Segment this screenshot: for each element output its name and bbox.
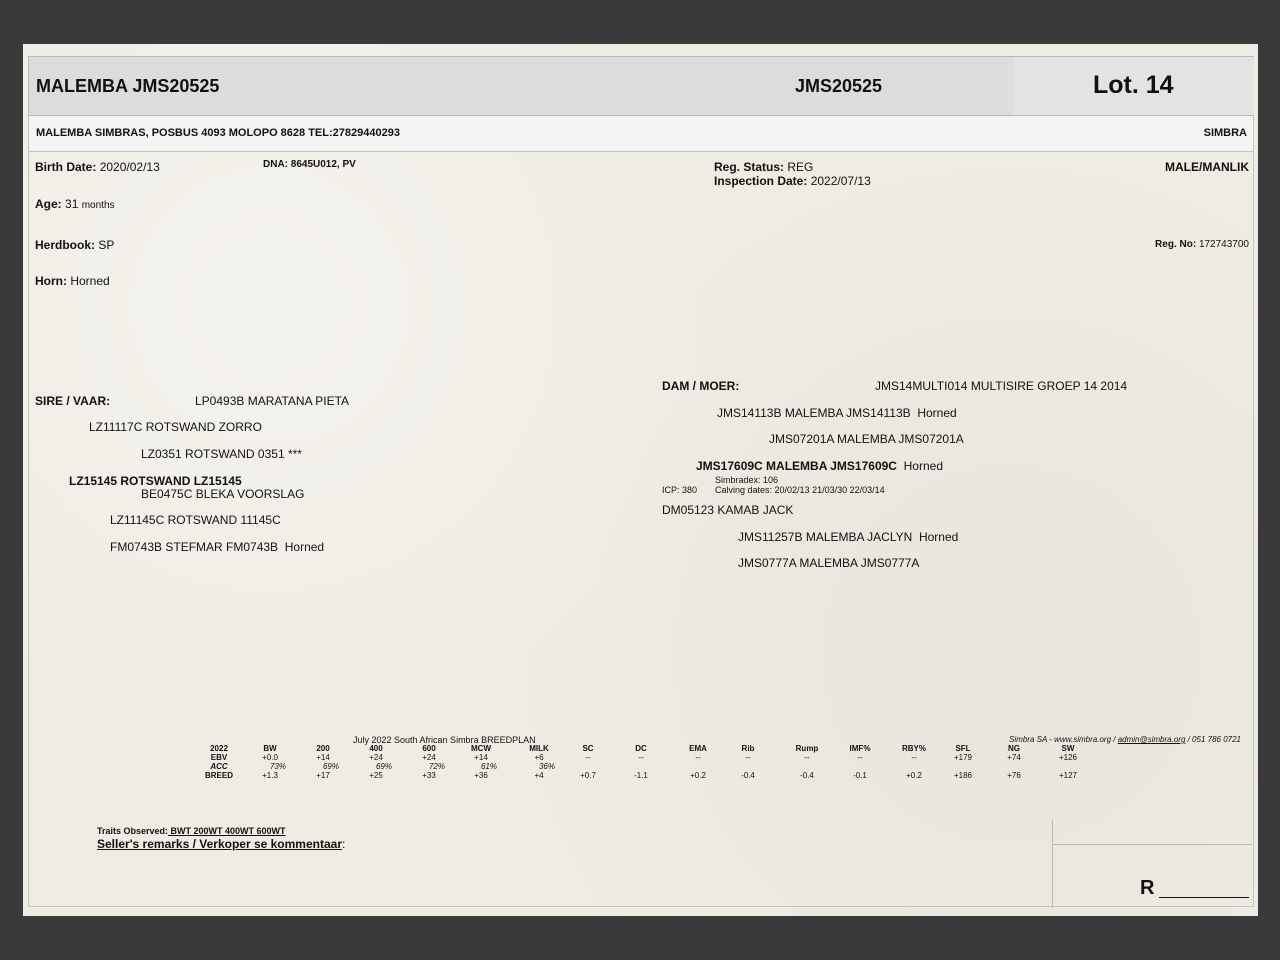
ebv-header-cell: BW [263,744,277,753]
sire-dam-dam [110,540,324,554]
ebv-value-cell: +126 [1058,753,1078,762]
breed-value-cell: +33 [422,771,436,780]
breed-value-cell: BREED [204,771,233,780]
horn [35,274,110,288]
reg-status [714,160,813,174]
ebv-header-cell: NG [1008,744,1020,753]
ebv-acc-cell: 69% [322,762,339,771]
sire-main: LZ15145 ROTSWAND LZ15145 [69,474,242,488]
breed-value-cell: -0.4 [800,771,814,780]
ebv-header-cell: Rump [795,744,819,753]
reg-status-value: REG [787,160,814,174]
ebv-acc-cell: 36% [538,762,555,771]
birth-date-label: Birth Date: [35,160,97,174]
ebv-acc-cell: 73% [269,762,286,771]
sire-sire-dam: BE0475C BLEKA VOORSLAG [141,487,305,501]
breed-value-cell: +17 [316,771,330,780]
ebv-header-cell: MCW [471,744,491,753]
sire-dam: LZ11145C ROTSWAND 11145C [110,513,281,527]
ebv-acc-cell: 69% [375,762,392,771]
ebv-header-cell: SC [582,744,594,753]
herdbook-value: SP [98,238,115,252]
owner-bar [28,116,1254,152]
dam-main-horn: Horned [903,459,943,473]
breed-value-cell: +1.3 [262,771,278,780]
reg-no [1155,239,1249,250]
horn-value: Horned [70,274,110,288]
birth-date-value: 2020/02/13 [99,160,160,174]
ebv-value-cell: +179 [953,753,973,762]
ebv-value-cell: +14 [316,753,330,762]
breed-value-cell: +127 [1058,771,1078,780]
lot-card [23,44,1258,916]
traits-value: BWT 200WT 400WT 600WT [168,826,286,836]
simbradex: Simbradex: 106 [715,475,779,485]
age [35,197,115,211]
dam-dam-name: JMS11257B MALEMBA JACLYN [738,530,913,544]
ebv-acc-cell: ACC [210,762,228,771]
reg-no-label: Reg. No: [1155,239,1197,250]
ebv-value-cell: EBV [210,753,228,762]
dam-dam-dam: JMS0777A MALEMBA JMS0777A [738,556,920,570]
traits-observed [97,826,286,836]
ebv-value-cell: -- [745,753,751,762]
breed-value-cell: +36 [474,771,488,780]
sire-dam-dam-horn: Horned [284,540,325,554]
calving-dates: Calving dates: 20/02/13 21/03/30 22/03/14 [715,485,885,495]
ebv-header-cell: 400 [369,744,383,753]
contact-prefix: Simbra SA - www.simbra.org / [1009,735,1118,744]
ebv-header-cell: Rib [741,744,755,753]
dam-dam [738,530,958,544]
birth-date [35,160,160,174]
price-prefix: R [1140,877,1155,899]
ebv-value-cell: -- [804,753,810,762]
breedplan-contact [1009,735,1241,744]
price-line[interactable] [1159,897,1249,898]
sire-dam-dam-name: FM0743B STEFMAR FM0743B [110,540,279,554]
ebv-header-cell: 600 [422,744,436,753]
sire-sire: LP0493B MARATANA PIETA [195,394,350,408]
owner-info: MALEMBA SIMBRAS, POSBUS 4093 MOLOPO 8628 TEL:27829440293 [36,127,400,139]
dam-sire-dam-dam: JMS07201A MALEMBA JMS07201A [769,432,964,446]
ebv-header-cell: 200 [316,744,330,753]
animal-code: JMS20525 [795,76,883,96]
contact-email[interactable]: admin@simbra.org [1117,735,1186,744]
breed-value-cell: -1.1 [634,771,648,780]
breed-value-cell: +0.2 [690,771,706,780]
reg-status-label: Reg. Status: [714,160,785,174]
dam-label: DAM / MOER: [662,379,740,393]
ebv-value-cell: +24 [422,753,436,762]
icp: ICP: 380 [662,485,698,495]
breed-value-cell: -0.4 [741,771,755,780]
dam-sire: JMS14MULTI014 MULTISIRE GROEP 14 2014 [875,379,1128,393]
seller-remarks-label: Seller's remarks / Verkoper se kommentaar [97,837,342,851]
breed-value-cell: +186 [953,771,973,780]
ebv-value-cell: +0.0 [262,753,278,762]
reg-no-value: 172743700 [1198,239,1249,250]
ebv-header-cell: 2022 [210,744,228,753]
header-bar [28,56,1254,116]
price-box-top-border [1052,844,1252,845]
herdbook-label: Herdbook: [35,238,95,252]
price-box-left-border [1052,820,1053,908]
herdbook [35,238,114,252]
breed-value-cell: -0.1 [853,771,867,780]
breed-value-cell: +0.7 [580,771,596,780]
inspection-date-value: 2022/07/13 [810,174,871,188]
inspection-date-label: Inspection Date: [714,174,808,188]
ebv-value-cell: -- [857,753,863,762]
ebv-value-cell: -- [911,753,917,762]
ebv-value-cell: +24 [369,753,383,762]
traits-label: Traits Observed: [97,826,169,836]
breed-value-cell: +25 [369,771,383,780]
ebv-value-cell: -- [638,753,644,762]
sex: MALE/MANLIK [1165,160,1249,174]
ebv-header-cell: EMA [689,744,707,753]
seller-remarks [97,837,345,851]
seller-remarks-colon: : [342,837,346,851]
lot-number: Lot. 14 [1093,71,1174,99]
ebv-header-cell: IMF% [849,744,871,753]
dna-info: DNA: 8645U012, PV [263,159,356,170]
sire-sire-sire-sire: LZ0351 ROTSWAND 0351 *** [141,447,302,461]
ebv-value-cell: +14 [474,753,488,762]
ebv-value-cell: +6 [534,753,544,762]
age-label: Age: [35,197,62,211]
ebv-header-cell: DC [635,744,647,753]
contact-suffix: / 051 786 0721 [1185,735,1241,744]
dam-dam-sire: DM05123 KAMAB JACK [662,503,794,517]
ebv-acc-cell: 72% [428,762,445,771]
age-unit: months [81,200,115,211]
ebv-value-cell: +74 [1007,753,1021,762]
breed-value-cell: +4 [534,771,544,780]
breed-value-cell: +0.2 [906,771,922,780]
ebv-value-cell: -- [695,753,701,762]
ebv-header-cell: SW [1061,744,1075,753]
breedplan-title: July 2022 South African Simbra BREEDPLAN [353,735,536,745]
dam-dam-horn: Horned [918,530,959,544]
ebv-value-cell: -- [585,753,591,762]
body-frame [28,152,1254,907]
age-value: 31 [65,197,79,211]
animal-name: MALEMBA JMS20525 [36,76,220,96]
sire-sire-sire: LZ11117C ROTSWAND ZORRO [89,420,262,434]
inspection-date [714,174,871,188]
ebv-header-cell: RBY% [901,744,926,753]
dam-sire-dam [717,406,957,420]
horn-label: Horn: [35,274,67,288]
dam-sire-dam-horn: Horned [917,406,957,420]
dam-main-name: JMS17609C MALEMBA JMS17609C [696,459,897,473]
breed-value-cell: +76 [1007,771,1021,780]
dam-sire-dam-name: JMS14113B MALEMBA JMS14113B [717,406,911,420]
sire-label: SIRE / VAAR: [35,394,111,408]
dam-main [696,459,943,473]
ebv-header-cell: SFL [955,744,971,753]
ebv-acc-cell: 61% [480,762,497,771]
breed-name: SIMBRA [1203,127,1247,139]
ebv-header-cell: MILK [529,744,549,753]
